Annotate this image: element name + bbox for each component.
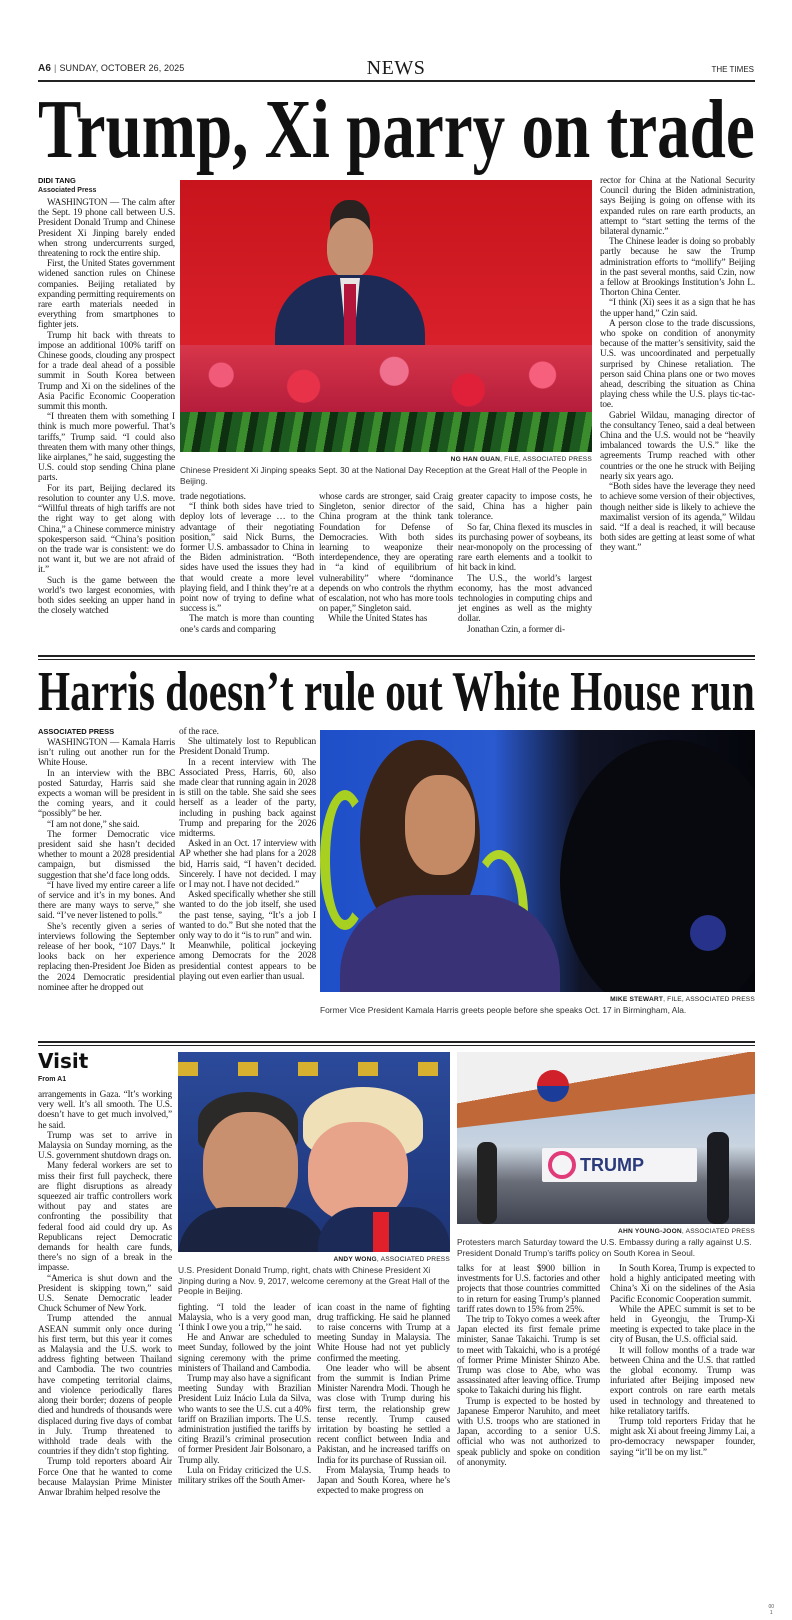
article-paragraph: From Malaysia, Trump heads to Japan and South Korea, where he’s expected to make progress on [317,1465,450,1497]
story3-column-2 [178,1303,311,1497]
story2-photo-harris[interactable] [320,730,755,992]
article-paragraph: In an interview with the BBC posted Saturday, Harris said she expects a woman will be president in the coming years, and it could “possibly” be her. [38,768,175,820]
article-paragraph: Asked specifically whether she still wanted to do the job itself, she used the past tense, saying, “It’s a job I wanted to do.” But she noted that the only way to do it “is to run” and win. [179,890,316,942]
article-paragraph: Asked in an Oct. 17 interview with AP whether she had plans for a 2028 bid, Harris said, “I haven’t decided. Sincerely. I have not decided. I may or I may not. I have not decided.” [179,839,316,891]
article-paragraph: Trump may also have a significant meeting Sunday with Brazilian President Luiz Inácio Lula da Silva, who wants to see the U.S. cut a 40% tariff on Brazilian imports. The U.S. administration justified the tariffs by citing Brazil’s criminal prosecution of former President Jair Bolsonaro, a Trump ally. [178,1373,311,1466]
photo-korean-flag-emblem [537,1070,569,1102]
article-paragraph: Lula on Friday criticized the U.S. military strikes off the South Amer- [178,1465,311,1486]
story1-headline [38,83,755,176]
article-paragraph: Trump told reporters Friday that he might ask Xi about freeing Jimmy Lai, a pro-democracy newspaper founder, saying “it’ll be on my list.” [610,1417,755,1458]
article-paragraph: It will follow months of a trade war between China and the U.S. that rattled the global economy. Trump was infuriated after Beijing imposed new export controls on rare earth metals used in technology and threatened to hike retaliatory tariffs. [610,1345,755,1417]
photo-leaves [180,412,592,452]
credit-agency: , ASSOCIATED PRESS [376,1256,450,1263]
story3-column-4 [457,1264,600,1468]
headline-text: Harris doesn’t rule out White House run [38,661,755,723]
story3-column-3 [317,1303,450,1497]
photo-flag-canopy [457,1052,755,1128]
photo-protester [477,1142,497,1224]
story2-photo-block [320,730,755,1016]
page-number: A6 [38,63,51,74]
byline-name: DIDI TANG [38,176,76,185]
article-paragraph: Trump told reporters aboard Air Force One that he wanted to come because Malaysian Prime Minister Anwar Ibrahim helped resolve the [38,1457,172,1498]
story3-photo1-credit [178,1255,450,1264]
article-paragraph: While the United States has [328,614,428,625]
photo-jacket [340,895,560,992]
section-divider [38,655,755,660]
story2-photo-credit [320,995,755,1004]
story1-photo-block [180,180,592,635]
story2-photo-caption: Former Vice President Kamala Harris greets people before she speaks Oct. 17 in Birmingham, Ala. [320,1005,687,1015]
article-paragraph: For its part, Beijing declared its resolution to counter any U.S. move. “Willful threats of high tariffs are not the right way to get along with China,” a Chinese commerce ministry spokesperson said. “China’s position on the trade war is consistent: we do not want it, but we are not afraid of it.” [38,483,175,576]
credit-name: MIKE STEWART [610,996,664,1003]
article-paragraph: While the APEC summit is set to be held in Gyeongju, the Trump-Xi meeting is expected to take place in the city of Busan, the U.S. official said. [610,1304,755,1346]
article-paragraph: Many federal workers are set to miss their first full paycheck, there are flight disruptions as already squeezed air traffic controllers work without pay and states are confronting the possibility that federal food aid could dry up. As Republicans reject Democratic demands for health care funds, there’s no sign of a break in the impasse. [38,1161,172,1274]
photo-tie [373,1212,389,1252]
credit-agency: , FILE, ASSOCIATED PRESS [663,996,755,1003]
story2-headline [38,661,755,723]
story1-photo-credit [180,455,592,464]
story1-byline [38,176,175,196]
article-paragraph: Such is the game between the world’s two largest economies, with both sides seeking an upper hand in the closely watched [38,575,175,617]
article-paragraph: The trip to Tokyo comes a week after Japan elected its first female prime minister, Sanae Takaichi. Trump is set to meet with Takaichi, who is a protégé of former Prime Minister Shinzo Abe. Trump was close to Abe, who was assassinated after leaving office. Trump spoke to Takaichi during his flight. [457,1315,600,1397]
article-paragraph: Gabriel Wildau, managing director of the consultancy Teneo, said a deal between China and the U.S. would not be “heavily imbalanced towards the U.S.” like the agreements Trump reached with other countries or the one he struck with Beijing nearly six years ago. [600,410,755,482]
story3-photo1-columns [178,1303,450,1497]
story3-photo2-credit [457,1227,755,1236]
article-paragraph: talks for at least $900 billion in investments for U.S. factories and other projects that those countries committed to in return for easing Trump’s planned tariff rates down to 15% from 25%. [457,1264,600,1315]
article-paragraph: A person close to the trade discussions, who spoke on condition of anonymity because of the matter’s sensitivity, said the U.S. was uncoordinated and perpetually surprised by Chinese retaliation. The person said China plans one or two moves ahead, describing the situation as China playing chess while the U.S. plays tic-tac-toe. [600,318,755,411]
article-paragraph: The U.S., the world’s largest economy, has the most advanced technologies in computing chips and jet engines as well as the mighty dollar. [458,573,592,625]
article-paragraph: “I have lived my entire career a life of service and it’s in my bones. And there are many ways to serve,” she said. “I’ve never listened to polls.” [38,880,175,922]
credit-name: AHN YOUNG-JOON [618,1228,682,1235]
article-paragraph: The match is more than counting one’s cards and comparing [180,614,314,635]
article-paragraph: arrangements in Gaza. “It’s working very well. It’s all smooth. The U.S. doesn’t have to get much involved,” he said. [38,1090,172,1131]
article-paragraph: “I threaten them with something I think is much more powerful. That’s tariffs,” Trump said. “I could also threaten them with many other things, like airplanes,” he said, suggesting the U.S. could stop sending China plane parts. [38,412,175,484]
story2-byline: ASSOCIATED PRESS [38,727,115,736]
article-paragraph: One leader who will be absent from the summit is Indian Prime Minister Narendra Modi. Though he was close with Trump during his first term, the relationship grew tense recently. Trump caused irritation by boasting he settled a recent conflict between India and Pakistan, and he increased tariffs on India for its purchase of Russian oil. [317,1363,450,1466]
photo-bokeh [690,915,726,951]
story3-photo2-block [457,1052,755,1468]
story3-jump-line[interactable]: From A1 [38,1076,67,1083]
page-code [768,1604,774,1616]
article-paragraph: greater capacity to impose costs, he said, China has a higher pain tolerance. [458,492,592,523]
photo-xi-face [203,1112,298,1222]
photo-flowers [180,345,592,420]
issue-date: SUNDAY, OCTOBER 26, 2025 [59,63,185,73]
section-divider [38,1041,755,1046]
article-paragraph: She ultimately lost to Republican President Donald Trump. [179,737,316,758]
article-paragraph: whose cards are stronger, said Craig Singleton, senior director of the China program at the think tank Foundation for Defense of Democracies. With both sides learning to weaponize their interdependence, they are operating in “a kind of equilibrium of vulnerability” where “dominance depends on who controls the rhythm of escalation, not who has more tools on paper,” Singleton said. [319,492,453,615]
article-paragraph: “America is shut down and the President is skipping town,” said U.S. Senate Democratic leader Chuck Schumer of New York. [38,1273,172,1315]
article-paragraph: In South Korea, Trump is expected to hold a highly anticipated meeting with China’s Xi on the sidelines of the Asia Pacific Economic Cooperation summit. [610,1264,755,1305]
story3-photo2-caption: Protesters march Saturday toward the U.S. Embassy during a rally against U.S. President Donald Trump’s tariffs policy on South Korea in Seoul. [457,1237,752,1258]
article-paragraph: So far, China flexed its muscles in its purchasing power of soybeans, its near-monopoly on the processing of rare earth elements and a toolkit to hit back in kind. [458,522,592,574]
article-paragraph: In a recent interview with The Associated Press, Harris, 60, also made clear that running again in 2028 is still on the table. She said she sees herself as a leader of the party, including in pushing back against Trump and preparing for the 2026 midterms. [179,757,316,840]
story3-photo-trump-xi[interactable] [178,1052,450,1252]
newspaper-name: THE TIMES [711,65,754,74]
article-paragraph: He and Anwar are scheduled to meet Sunday, followed by the joint signing ceremony with the prime ministers of Thailand and Cambodia. [178,1333,311,1374]
photo-no-trump-banner [542,1148,697,1182]
credit-agency: , ASSOCIATED PRESS [681,1228,755,1235]
story2-column-1 [38,738,175,993]
article-paragraph: Trump is expected to be hosted by Japanese Emperor Naruhito, and meet with U.S. troops who are stationed in Japan, according to a senior U.S. official who was not authorized to speak publicly and spoke on condition of anonymity. [457,1396,600,1468]
story1-photo-xi-podium[interactable] [180,180,592,452]
article-paragraph: WASHINGTON — Kamala Harris isn’t ruling out another run for the White House. [38,738,175,769]
story1-column-5 [600,176,755,554]
page-folio: A6 | SUNDAY, OCTOBER 26, 2025 [38,63,185,74]
story1-photo-caption: Chinese President Xi Jinping speaks Sept. 30 at the National Day Reception at the Great Hall of the People in Beijing. [180,465,587,486]
photo-protester [707,1132,729,1224]
article-paragraph: “I am not done,” she said. [47,819,140,830]
article-paragraph: ican coast in the name of fighting drug trafficking. He said he planned to raise concerns with Trump at a meeting Sunday in Malaysia. The White House had not yet publicly confirmed the meeting. [317,1302,450,1364]
article-paragraph: Trump hit back with threats to impose an additional 100% tariff on Chinese goods, clouding any prospect for a trade deal ahead of a possible summit in South Korea between Trump and Xi on the sidelines of the Asia Pacific Economic Cooperation summit this month. [38,330,175,413]
article-paragraph: She’s recently given a series of interviews following the September release of her book, “107 Days.” It looks back on her experience replacing then-President Joe Biden as the 2024 Democratic presidential nominee after he dropped out [38,921,175,993]
article-paragraph: The Chinese leader is doing so probably partly because he saw the Trump administration efforts to “mollify” Beijing in the past several months, said Czin, now a fellow at Brookings Institution’s John L. Thorton China Center. [600,237,755,299]
story3-photo-seoul-protest[interactable] [457,1052,755,1224]
story3-column-5 [610,1264,755,1468]
page-code-top: 00 [768,1604,774,1610]
photo-uniform-braids [178,1062,450,1076]
article-paragraph: Trump was set to arrive in Malaysia on Sunday morning, as the U.S. government shutdown drags on. [38,1130,172,1162]
story1-column-2 [180,492,314,635]
article-paragraph: of the race. [179,727,219,737]
article-paragraph: rector for China at the National Security Council during the Biden administration, says Beijing is going on offense with its expanded rules on rare earth products, an attempt to “start setting the terms of the bilateral dynamic.” [600,176,755,238]
section-name: NEWS [366,57,426,79]
headline-text: Trump, Xi parry on trade [38,83,755,176]
photo-tie [344,284,356,354]
photo-no-symbol [548,1151,576,1179]
page-code-bottom: 1 [769,1610,773,1616]
banner-text: TRUMP [580,1155,644,1175]
header-rule [38,80,755,82]
article-paragraph: “Both sides have the leverage they need to achieve some version of their objectives, though neither side is likely to achieve the maximalist version of its agenda,” Wildau said. “If a deal is reached, it will because both sides are getting at least some of what they want.” [600,482,755,554]
photo-xi-coat [178,1207,328,1252]
credit-agency: , FILE, ASSOCIATED PRESS [500,456,592,463]
photo-face [327,218,373,278]
story3-photo2-columns [457,1264,755,1468]
story1-lower-columns [180,492,592,635]
credit-name: ANDY WONG [333,1256,377,1263]
article-paragraph: “I think (Xi) sees it as a sign that he has the upper hand,” Czin said. [600,298,755,319]
photo-foreground-silhouette [560,740,755,992]
article-paragraph: WASHINGTON — The calm after the Sept. 19 phone call between U.S. President Donald Trump and Chinese President Xi Jinping barely ended when strong undercurrents surged, threatening to rock the entire ship. [38,198,175,260]
photo-face [405,775,475,875]
credit-name: NG HAN GUAN [450,456,501,463]
article-paragraph: fighting. “I told the leader of Malaysia, who is a very good man, ‘I think I owe you a trip,’” he said. [178,1302,311,1333]
article-paragraph: Trump attended the annual ASEAN summit only once during his first term, but this year it comes as Malaysia and the U.S. work to address fighting between Thailand and Cambodia. The two countries have competing territorial claims, and violence periodically flares along their border; dozens of people died and hundreds of thousands were displaced during five days of combat in July. Trump threatened to withhold trade deals with the countries if they didn’t stop fighting. [38,1314,172,1458]
story3-photo1-caption: U.S. President Donald Trump, right, chats with Chinese President Xi Jinping during a Nov. 9, 2017, welcome ceremony at the Great Hall of the People in Beijing. [178,1265,450,1296]
story3-photo1-block [178,1052,450,1496]
article-paragraph: First, the United States government widened sanction rules on Chinese companies. Beijing retaliated by expanding permitting requirements on rare earth materials needed in everything from smartphones to fighter jets. [38,259,175,331]
story3-column-1 [38,1090,172,1498]
article-paragraph: trade negotiations. [180,492,246,502]
article-paragraph: “I think both sides have tried to deploy lots of leverage … to the advantage of their negotiating position,” said Nick Burns, the former U.S. ambassador to China in the Biden administration. “Both sides have used the issues they had that would create a more level playing field, and I think they’re at a point now of trying to define what success is.” [180,502,314,615]
article-paragraph: Meanwhile, political jockeying among Democrats for the 2028 presidential contest appears to be playing out even earlier than usual. [179,941,316,982]
article-paragraph: The former Democratic vice president said she hasn’t decided whether to mount a 2028 presidential campaign, but dismissed the suggestion that she’d face long odds. [38,829,175,881]
story3-headline: Visit [38,1049,89,1073]
story1-column-3 [319,492,453,635]
article-paragraph: Jonathan Czin, a former di- [467,624,565,635]
story1-column-4 [458,492,592,635]
story2-column-2 [179,727,316,982]
story1-column-1 [38,198,175,616]
byline-org: Associated Press [38,187,97,194]
